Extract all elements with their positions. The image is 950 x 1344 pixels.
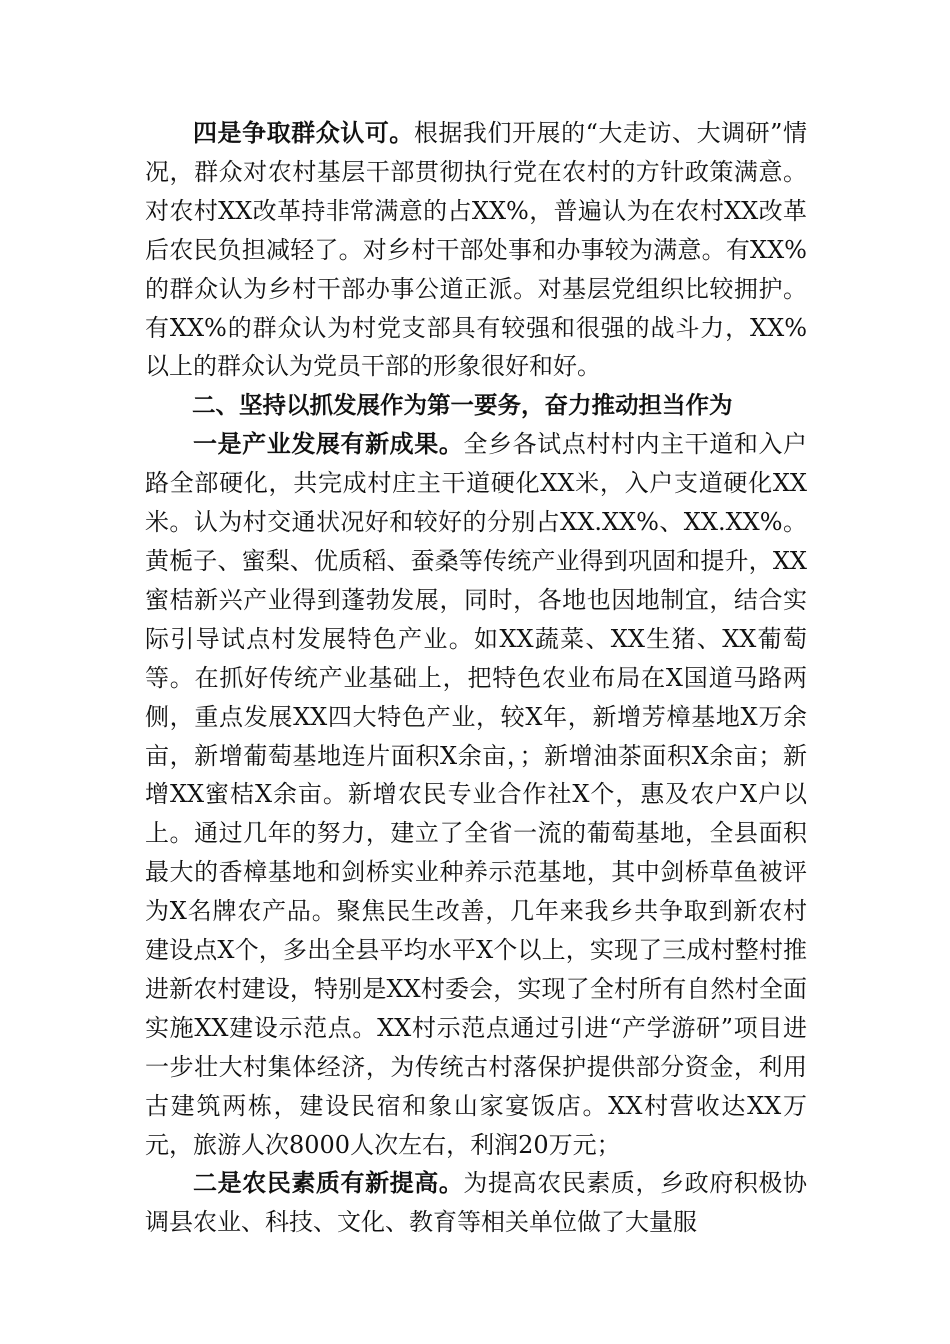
- paragraph-industry-development: [145, 425, 807, 1164]
- paragraph-lead: 四是争取群众认可。: [193, 119, 414, 147]
- paragraph-farmer-quality: [145, 1164, 807, 1242]
- paragraph-text: 全乡各试点村村内主干道和入户路全部硬化，共完成村庄主干道硬化XX米，入户支道硬化XX米。认为村交通状况好和较好的分别占XX.XX%、XX.XX%。黄栀子、蜜梨、优质稻、蚕桑等传统产业得到巩固和提升，XX蜜桔新兴产业得到蓬勃发展，同时，各地也因地制宜，结合实际引导试点村发展特色产业。如XX蔬菜、XX生猪、XX葡萄等。在抓好传统产业基础上，把特色农业布局在X国道马路两侧，重点发展XX四大特色产业，较X年，新增芳樟基地X万余亩，新增葡萄基地连片面积X余亩，；新增油茶面积X余亩；新增XX蜜桔X余亩。新增农民专业合作社X个，惠及农户X户以上。通过几年的努力，建立了全省一流的葡萄基地，全县面积最大的香樟基地和剑桥实业种养示范基地，其中剑桥草鱼被评为X名牌农产品。聚焦民生改善，几年来我乡共争取到新农村建设点X个，多出全县平均水平X个以上，实现了三成村整村推进新农村建设，特别是XX村委会，实现了全村所有自然村全面实施XX建设示范点。XX村示范点通过引进“产学游研”项目进一步壮大村集体经济，为传统古村落保护提供部分资金，利用古建筑两栋，建设民宿和象山家宴饭店。XX村营收达XX万元，旅游人次8000人次左右，利润20万元；: [145, 430, 808, 1159]
- paragraph-public-approval: [145, 114, 807, 386]
- paragraph-text: 根据我们开展的“大走访、大调研”情况，群众对农村基层干部贯彻执行党在农村的方针政策满意。对农村XX改革持非常满意的占XX%，普遍认为在农村XX改革后农民负担减轻了。对乡村干部处事和办事较为满意。有XX%的群众认为乡村干部办事公道正派。对基层党组织比较拥护。有XX%的群众认为村党支部具有较强和很强的战斗力，XX%以上的群众认为党员干部的形象很好和好。: [145, 119, 807, 381]
- document-body: [145, 114, 807, 1242]
- paragraph-text: 为提高农民素质，乡政府积极协调县农业、科技、文化、教育等相关单位做了大量服: [145, 1169, 808, 1237]
- paragraph-lead: 二是农民素质有新提高。: [193, 1169, 464, 1198]
- paragraph-lead: 一是产业发展有新成果。: [193, 430, 464, 459]
- section-heading: 二、坚持以抓发展作为第一要务，奋力推动担当作为: [192, 391, 733, 420]
